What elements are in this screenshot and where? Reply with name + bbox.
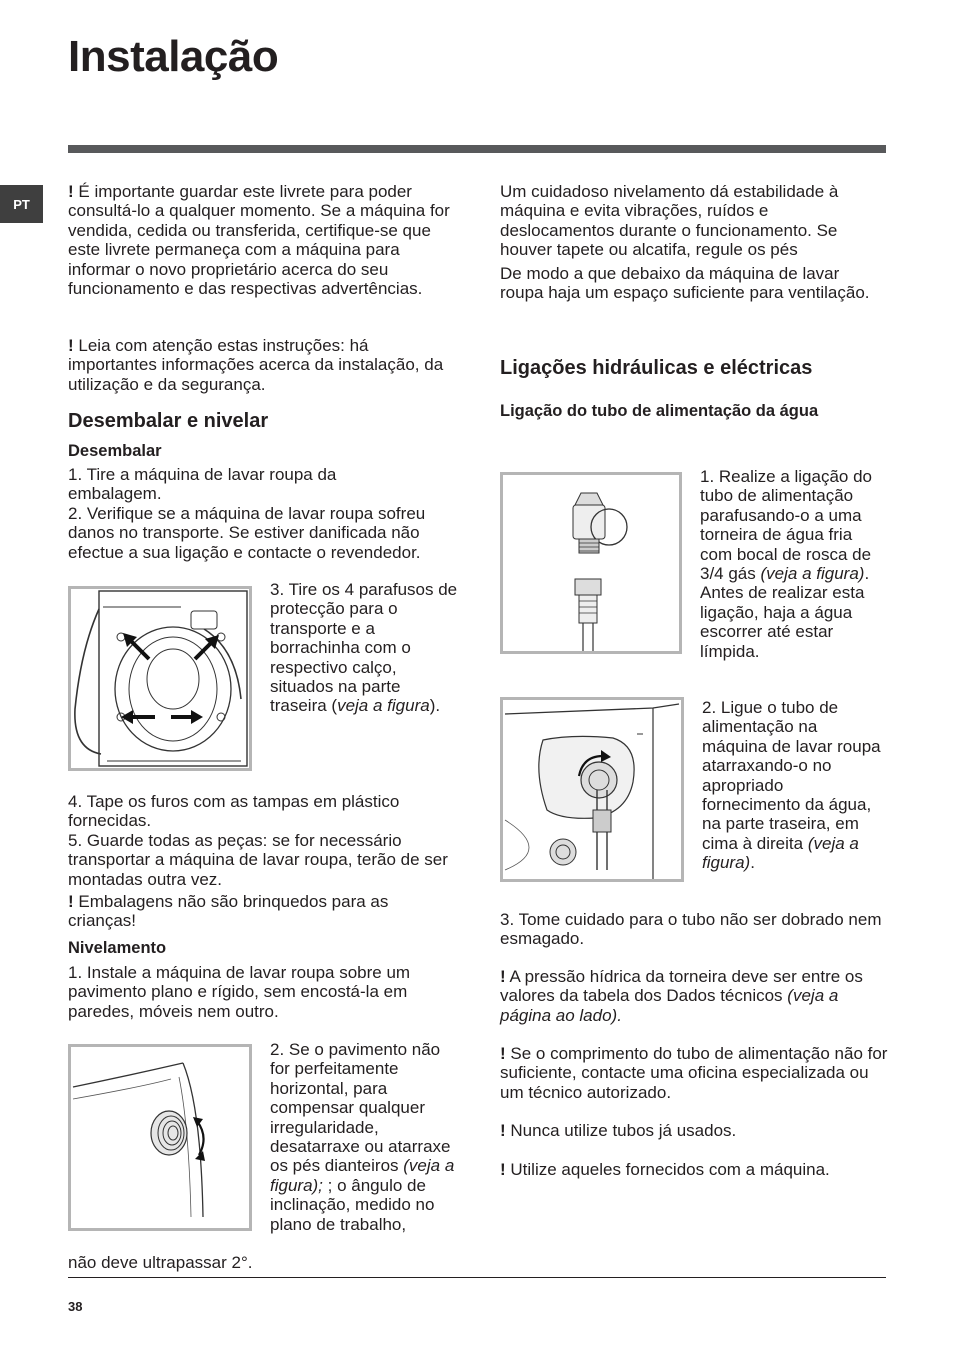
tap-hose-figure [500, 472, 682, 654]
language-tab: PT [0, 185, 43, 223]
level-continuation-1: Um cuidadoso nivelamento dá estabilidade à máquina e evita vibrações, ruídos e deslocamentos durante o funcionamento. Se houver tapete ou alcatifa, regule os pés [500, 182, 839, 260]
pressure-warning-ref: (veja a página ao lado). [500, 986, 839, 1025]
unpack-step-3 [270, 580, 460, 716]
intro-warning-2-text: Leia com atenção estas instruções: há importantes informações acerca da instalação, da utilização e da segurança. [68, 336, 444, 394]
adjustable-foot-figure [68, 1044, 252, 1231]
supplied-hoses-warning [500, 1160, 888, 1179]
subsection-title-water-hose: Ligação do tubo de alimentação da água [500, 402, 819, 420]
packaging-warning-text: Embalagens não são brinquedos para as crianças! [68, 892, 389, 931]
connection-step-2 [702, 698, 882, 873]
warning-mark: ! [500, 967, 506, 986]
level-step-2-ref: (veja a figura); [270, 1156, 455, 1195]
level-step-2 [270, 1040, 455, 1234]
unpack-step-3-ref: veja a figura [337, 696, 430, 716]
pressure-warning [500, 967, 888, 1025]
level-continuation-2: De modo a que debaixo da máquina de lavar roupa haja um espaço suficiente para ventilação. [500, 264, 870, 303]
connection-step-3: 3. Tome cuidado para o tubo não ser dobrado nem esmagado. [500, 910, 882, 949]
title-rule [68, 145, 886, 153]
level-step-2-end: não deve ultrapassar 2°. [68, 1253, 253, 1272]
subsection-title-unpack: Desembalar [68, 442, 162, 460]
page-title: Instalação [68, 32, 279, 81]
unpack-steps-4-5: 4. Tape os furos com as tampas em plástico fornecidas. 5. Guarde todas as peças: se for necessário transportar a máquina de lavar roupa, terão de ser montadas outra vez. [68, 792, 448, 889]
level-step-1: 1. Instale a máquina de lavar roupa sobre um pavimento plano e rígido, sem encostá-la em paredes, móveis nem outro. [68, 963, 411, 1021]
unpack-steps-1-2: 1. Tire a máquina de lavar roupa da embalagem. 2. Verifique se a máquina de lavar roupa sofreu danos no transporte. Se estiver danificada não efectue a sua ligação e contacte o revendedor. [68, 465, 426, 562]
used-hoses-warning-text: Nunca utilize tubos já usados. [505, 1121, 737, 1140]
section-title-connections: Ligações hidráulicas e eléctricas [500, 357, 813, 379]
page-number: 38 [68, 1299, 83, 1314]
subsection-title-leveling: Nivelamento [68, 939, 167, 957]
connection-step-1-text: 1. Realize a ligação do tubo de alimentação parafusando-o a uma torneira de água fria com bocal de rosca de 3/4 gás [700, 467, 873, 584]
machine-inlet-figure [500, 697, 684, 882]
foot-illustration [71, 1047, 249, 1228]
intro-warning-2 [68, 336, 460, 394]
machine-inlet-illustration [503, 700, 681, 879]
warning-mark: ! [500, 1121, 506, 1140]
warning-mark: ! [68, 892, 74, 911]
intro-warning-1 [68, 182, 460, 298]
warning-mark: ! [68, 182, 74, 201]
connection-step-1-end: . Antes de realizar esta ligação, haja a água escorrer até estar límpida. [700, 564, 870, 661]
connection-step-2-text: 2. Ligue o tubo de alimentação na máquina de lavar roupa atarraxando-o no apropriado fornecimento da água, na parte traseira, em cima à direita [702, 698, 881, 853]
supplied-hoses-warning-text: Utilize aqueles fornecidos com a máquina. [505, 1160, 830, 1179]
rear-panel-illustration [71, 589, 249, 768]
connection-step-2-end: . [750, 853, 755, 873]
level-step-2-text: 2. Se o pavimento não for perfeitamente horizontal, para compensar qualquer irregularidade, desatarraxe ou atarraxe os pés dianteiros [270, 1040, 451, 1176]
packaging-warning [68, 892, 460, 931]
unpack-step-3-end: ). [429, 696, 441, 716]
rear-screws-figure [68, 586, 252, 771]
warning-mark: ! [68, 336, 74, 355]
warning-mark: ! [500, 1044, 506, 1063]
tap-hose-illustration [503, 475, 679, 651]
hose-length-warning-text: Se o comprimento do tubo de alimentação não for suficiente, contacte uma oficina especializada ou um técnico autorizado. [500, 1044, 888, 1102]
connection-step-2-ref: (veja a figura) [702, 833, 859, 873]
connection-step-1-ref: (veja a figura) [760, 564, 865, 584]
unpack-step-3-text: 3. Tire os 4 parafusos de protecção para o transporte e a borrachinha com o respectivo calço, situados na parte traseira ( [270, 580, 458, 716]
connection-step-1 [700, 467, 888, 661]
used-hoses-warning [500, 1121, 888, 1140]
section-title-unpack-level: Desembalar e nivelar [68, 410, 269, 432]
intro-warning-1-text: É importante guardar este livrete para poder consultá-lo a qualquer momento. Se a máquina for vendida, cedida ou transferida, certifique-se que este livrete permaneça com a máquina para informar o novo proprietário acerca do seu funcionamento e das respectivas advertências. [68, 182, 450, 299]
pressure-warning-text: A pressão hídrica da torneira deve ser entre os valores da tabela dos Dados técnicos [500, 967, 863, 1006]
warning-mark: ! [500, 1160, 506, 1179]
footer-rule [68, 1277, 886, 1278]
level-step-2-end: ; o ângulo de inclinação, medido no plano de trabalho, [270, 1175, 435, 1234]
hose-length-warning [500, 1044, 888, 1102]
